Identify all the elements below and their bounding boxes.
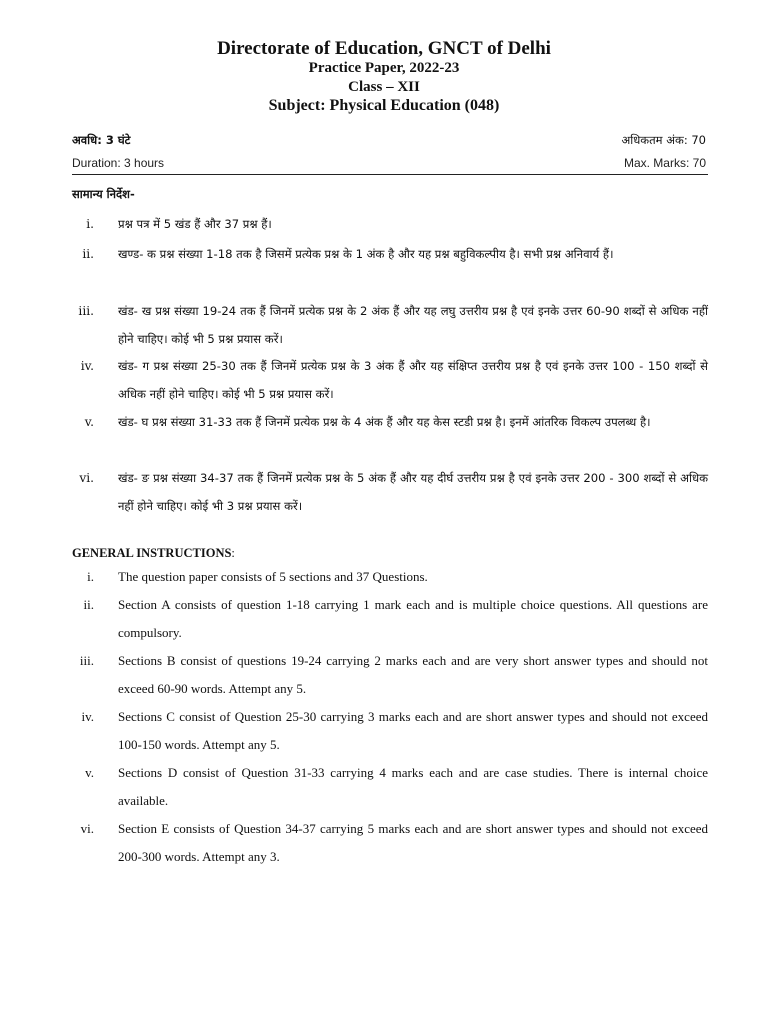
item-number: i. — [87, 569, 94, 584]
english-instruction-2 — [72, 591, 708, 647]
item-text: Sections C consist of Question 25-30 carrying 3 marks each and are short answer types and should not exceed 100-150 words. Attempt any 5. — [118, 709, 708, 752]
item-text: Section A consists of question 1-18 carrying 1 mark each and is multiple choice questions. All questions are compulsory. — [118, 597, 708, 640]
hindi-instruction-4 — [72, 352, 708, 408]
item-number: iii. — [78, 304, 94, 318]
duration-hindi: अवधि: 3 घंटे — [72, 133, 131, 147]
item-text: प्रश्न पत्र में 5 खंड हैं और 37 प्रश्न हैं। — [118, 217, 272, 231]
general-instructions-heading — [72, 546, 235, 561]
item-text: Section E consists of Question 34-37 carrying 5 marks each and are short answer types and should not exceed 200-300 words. Attempt any 3. — [118, 821, 708, 864]
item-number: ii. — [82, 247, 94, 261]
item-number: v. — [85, 765, 94, 780]
paper-title: Practice Paper, 2022-23 — [308, 60, 460, 76]
item-number: vi. — [80, 821, 94, 836]
item-text: खंड- घ प्रश्न संख्या 31-33 तक हैं जिनमें प्रत्येक प्रश्न के 4 अंक हैं और यह केस स्टडी प्रश्न है। इनमें आंतरिक विकल्प उपलब्ध है। — [118, 415, 651, 429]
item-text: खण्ड- क प्रश्न संख्या 1-18 तक है जिसमें प्रत्येक प्रश्न के 1 अंक है और यह प्रश्न बहुविकल्पीय है। सभी प्रश्न अनिवार्य हैं। — [118, 247, 614, 261]
item-text: खंड- ख प्रश्न संख्या 19-24 तक हैं जिनमें प्रत्येक प्रश्न के 2 अंक हैं और यह लघु उत्तरीय प्रश्न है एवं इनके उत्तर 60-90 शब्दों से अधिक नहीं होने चाहिए। कोई भी 5 प्रश्न प्रयास करें। — [118, 304, 708, 346]
english-instruction-3 — [72, 647, 708, 703]
item-number: iii. — [79, 653, 94, 668]
hindi-instruction-3 — [72, 297, 708, 353]
duration-english: Duration: 3 hours — [72, 156, 165, 170]
divider-line — [72, 174, 708, 175]
english-instruction-5 — [72, 759, 708, 815]
item-text: Sections B consist of questions 19-24 carrying 2 marks each and are very short answer types and should not exceed 60-90 words. Attempt any 5. — [118, 653, 708, 696]
hindi-instruction-1 — [72, 210, 708, 238]
subject-title: Subject: Physical Education (048) — [268, 97, 500, 114]
class-title: Class – XII — [348, 79, 420, 95]
general-instructions-label: GENERAL INSTRUCTIONS — [72, 546, 232, 560]
item-text: Sections D consist of Question 31-33 carrying 4 marks each and are case studies. There is internal choice available. — [118, 765, 708, 808]
item-number: i. — [86, 217, 94, 231]
item-text: The question paper consists of 5 sections and 37 Questions. — [118, 569, 428, 584]
english-instruction-4 — [72, 703, 708, 759]
item-text: खंड- ग प्रश्न संख्या 25-30 तक हैं जिनमें प्रत्येक प्रश्न के 3 अंक हैं और यह संक्षिप्त उत्तरीय प्रश्न है एवं इनके उत्तर 100 - 150 शब्दों से अधिक नहीं होने चाहिए। कोई भी 5 प्रश्न प्रयास करें। — [118, 359, 708, 401]
english-instruction-1 — [72, 563, 708, 591]
hindi-instruction-2 — [72, 240, 708, 296]
heading-colon: : — [231, 546, 235, 560]
item-number: v. — [84, 415, 94, 429]
max-marks-hindi: अधिकतम अंक: 70 — [621, 133, 706, 147]
hindi-instructions-heading: सामान्य निर्देश- — [72, 187, 135, 201]
max-marks-english: Max. Marks: 70 — [623, 156, 706, 170]
item-number: ii. — [83, 597, 94, 612]
english-instruction-6 — [72, 815, 708, 871]
item-text: खंड- ङ प्रश्न संख्या 34-37 तक हैं जिनमें प्रत्येक प्रश्न के 5 अंक हैं और यह दीर्घ उत्तरीय प्रश्न है एवं इनके उत्तर 200 - 300 शब्दों से अधिक नहीं होने चाहिए। कोई भी 3 प्रश्न प्रयास करें। — [118, 471, 708, 513]
item-number: iv. — [81, 709, 94, 724]
org-title: Directorate of Education, GNCT of Delhi — [217, 38, 551, 59]
item-number: vi. — [79, 471, 94, 485]
hindi-instruction-6 — [72, 464, 708, 520]
hindi-instruction-5 — [72, 408, 708, 464]
item-number: iv. — [80, 359, 94, 373]
